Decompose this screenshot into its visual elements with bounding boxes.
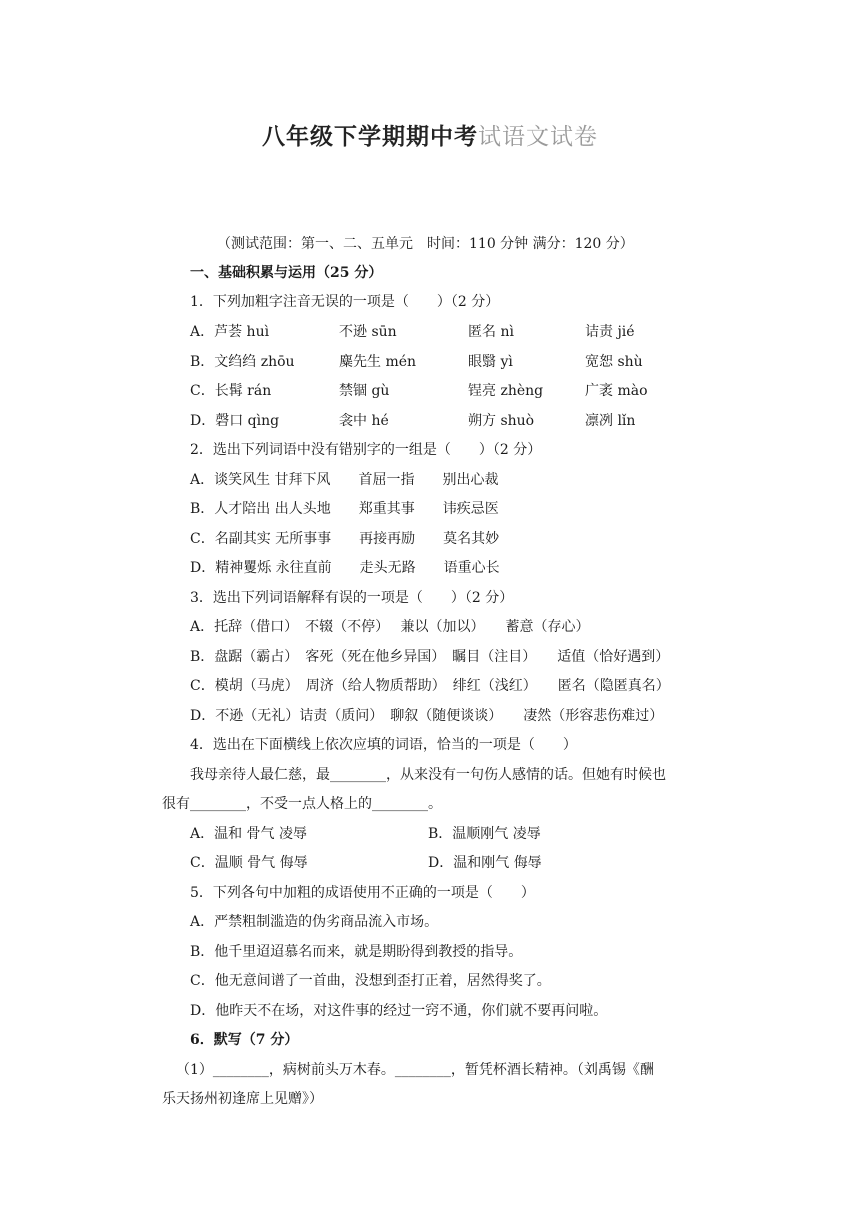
exam-title-main: 八年级下学期期中考 bbox=[262, 124, 478, 150]
q1-a-4: 诘责 jié bbox=[585, 324, 635, 340]
q2-option-a: A．谈笑风生 甘拜下风 首屈一指 别出心裁 bbox=[190, 472, 499, 488]
q3-option-a: A．托辞（借口） 不辍（不停） 兼以（加以） 蓄意（存心） bbox=[190, 619, 590, 635]
exam-title-faded: 试语文试卷 bbox=[478, 124, 598, 150]
q4-passage-line2: 很有________，不受一点人格上的________。 bbox=[162, 796, 442, 812]
q5-option-b: B．他千里迢迢慕名而来，就是期盼得到教授的指导。 bbox=[190, 944, 523, 960]
q5-option-d: D．他昨天不在场，对这件事的经过一窍不通，你们就不要再问啦。 bbox=[190, 1003, 608, 1019]
q1-d-4: 凛冽 lǐn bbox=[585, 413, 636, 429]
q5-option-c: C．他无意间谱了一首曲，没想到歪打正着，居然得奖了。 bbox=[190, 973, 551, 989]
q4-stem: 4．选出在下面横线上依次应填的词语，恰当的一项是（ ） bbox=[190, 737, 577, 753]
q2-stem: 2．选出下列词语中没有错别字的一组是（ ）（2 分） bbox=[190, 442, 542, 458]
q1-c-1: C．长髯 rán bbox=[190, 383, 272, 399]
q3-option-c: C．模胡（马虎） 周济（给人物质帮助） 绯红（浅红） 匿名（隐匿真名） bbox=[190, 678, 670, 694]
test-scope: （测试范围：第一、二、五单元 时间：110 分钟 满分：120 分） bbox=[217, 236, 634, 252]
q6-item1-line1: （1）________，病树前头万木春。________，暂凭杯酒长精神。（刘禹锡《酬 bbox=[176, 1062, 654, 1078]
q1-a-1: A．芦荟 huì bbox=[190, 324, 270, 340]
q1-a-3: 匿名 nì bbox=[468, 324, 514, 340]
q4-option-b: B．温顺刚气 凌辱 bbox=[428, 826, 541, 842]
q3-option-d: D．不逊（无礼）诘责（质问） 聊叙（随便谈谈） 凄然（形容悲伤难过） bbox=[190, 708, 664, 724]
q6-item1-line2: 乐天扬州初逢席上见赠》） bbox=[162, 1091, 323, 1107]
q4-passage-line1: 我母亲待人最仁慈，最________，从来没有一句伤人感情的话。但她有时候也 bbox=[190, 767, 666, 783]
q3-option-b: B．盘踞（霸占） 客死（死在他乡异国） 瞩目（注目） 适值（恰好遇到） bbox=[190, 649, 670, 665]
q1-b-1: B．文绉绉 zhōu bbox=[190, 354, 295, 370]
q5-option-a: A．严禁粗制滥造的伪劣商品流入市场。 bbox=[190, 914, 439, 930]
q1-b-2: 麋先生 mén bbox=[339, 354, 417, 370]
q2-option-d: D．精神矍烁 永往直前 走头无路 语重心长 bbox=[190, 560, 500, 576]
q1-d-1: D．磬口 qìng bbox=[190, 413, 280, 429]
section-heading: 一、基础积累与运用（25 分） bbox=[190, 265, 383, 281]
q2-option-b: B．人才陪出 出人头地 郑重其事 讳疾忌医 bbox=[190, 501, 499, 517]
q4-option-c: C．温顺 骨气 侮辱 bbox=[190, 855, 308, 871]
q1-c-4: 广袤 mào bbox=[585, 383, 648, 399]
q1-stem: 1．下列加粗字注音无误的一项是（ ）（2 分） bbox=[190, 294, 500, 310]
q1-c-3: 锃亮 zhèng bbox=[468, 383, 544, 399]
q6-stem: 6．默写（7 分） bbox=[190, 1032, 299, 1048]
q1-b-3: 眼翳 yì bbox=[468, 354, 513, 370]
q3-stem: 3．选出下列词语解释有误的一项是（ ）（2 分） bbox=[190, 590, 514, 606]
q4-option-a: A．温和 骨气 凌辱 bbox=[190, 826, 308, 842]
q4-option-d: D．温和刚气 侮辱 bbox=[428, 855, 542, 871]
q1-d-3: 朔方 shuò bbox=[468, 413, 535, 429]
q1-c-2: 禁锢 gù bbox=[339, 383, 390, 399]
exam-title bbox=[0, 118, 860, 151]
q5-stem: 5．下列各句中加粗的成语使用不正确的一项是（ ） bbox=[190, 885, 535, 901]
q1-b-4: 宽恕 shù bbox=[585, 354, 643, 370]
q1-d-2: 衾中 hé bbox=[339, 413, 389, 429]
q1-a-2: 不逊 sūn bbox=[339, 324, 397, 340]
q2-option-c: C．名副其实 无所事事 再接再励 莫名其妙 bbox=[190, 531, 500, 547]
